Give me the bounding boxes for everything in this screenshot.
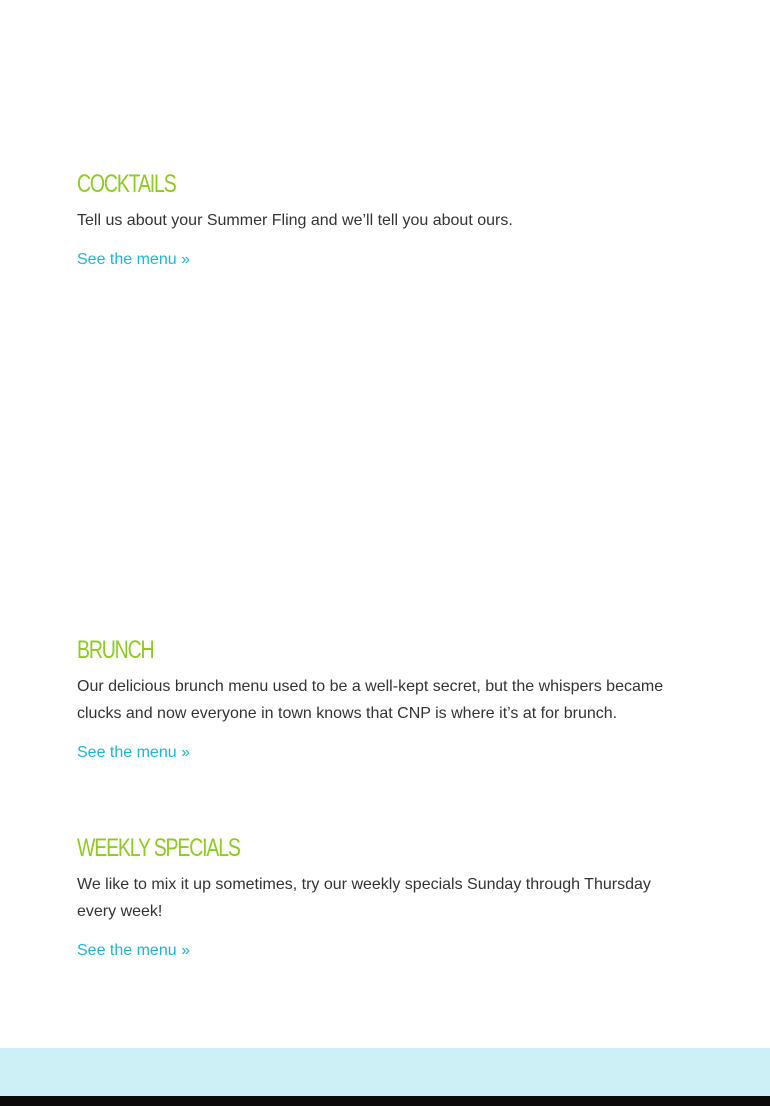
see-menu-link-brunch[interactable]: See the menu » xyxy=(77,744,190,761)
menu-section-cocktails xyxy=(77,169,687,270)
section-title: WEEKLY SPECIALS xyxy=(77,834,240,862)
see-menu-link-cocktails[interactable]: See the menu » xyxy=(77,251,190,268)
section-title: COCKTAILS xyxy=(77,170,176,198)
footer-bar xyxy=(0,1096,770,1106)
section-description: Tell us about your Summer Fling and we’ll tell you about ours. xyxy=(77,212,513,229)
menu-section-weekly-specials xyxy=(77,833,687,961)
section-description: We like to mix it up sometimes, try our weekly specials Sunday through Thursday every week! xyxy=(77,876,651,920)
section-title: BRUNCH xyxy=(77,636,154,664)
footer-band xyxy=(0,1048,770,1096)
section-description: Our delicious brunch menu used to be a well-kept secret, but the whispers became clucks and now everyone in town knows that CNP is where it’s at for brunch. xyxy=(77,678,664,722)
menu-section-brunch xyxy=(77,635,687,763)
see-menu-link-weekly-specials[interactable]: See the menu » xyxy=(77,942,190,959)
